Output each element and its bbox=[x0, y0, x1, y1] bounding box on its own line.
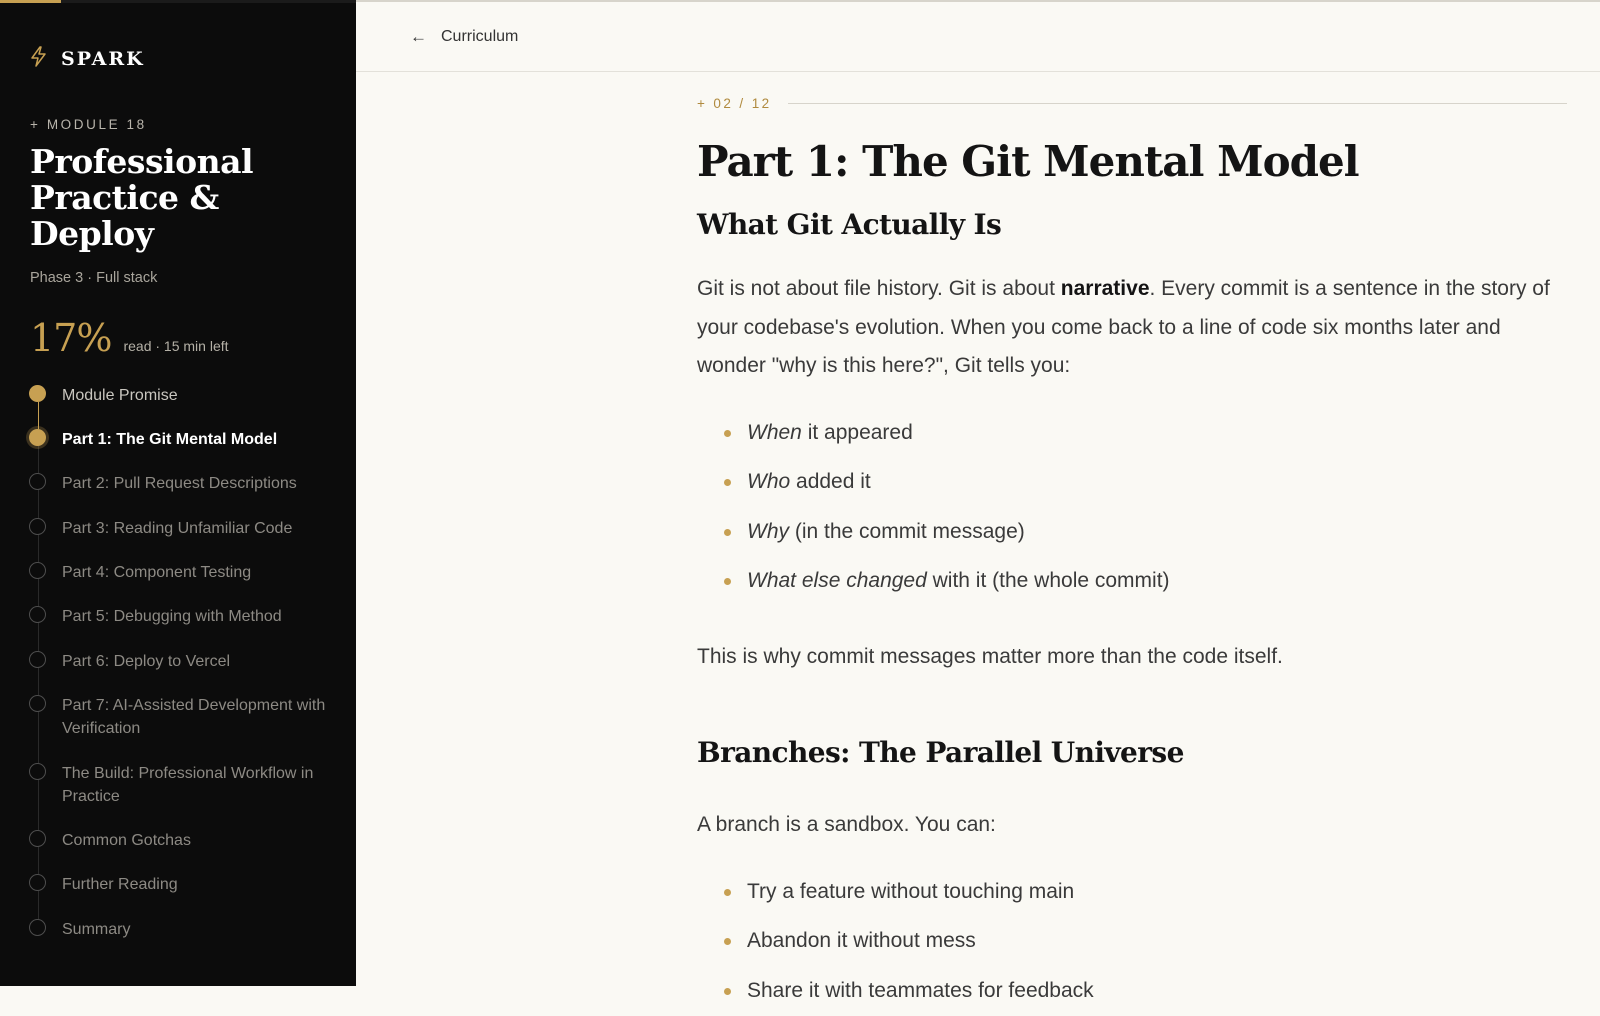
progress-summary bbox=[30, 316, 229, 360]
paragraph-text: . Every commit is a sentence in the story of your codebase's evolution. When you come back to a line of code six months later and wonder "why is this here?", Git tells you: bbox=[697, 277, 1550, 377]
paragraph bbox=[697, 270, 1567, 386]
toc-status-icon bbox=[29, 695, 46, 712]
toc-item-label: Part 3: Reading Unfamiliar Code bbox=[62, 520, 293, 537]
toc-item-label: Part 4: Component Testing bbox=[62, 564, 252, 581]
toc-item[interactable] bbox=[29, 650, 329, 673]
list-item bbox=[724, 507, 1567, 557]
toc-item[interactable] bbox=[29, 873, 329, 896]
list-item bbox=[724, 556, 1567, 606]
list-item-text: (in the commit message) bbox=[789, 519, 1025, 543]
lesson-title: Part 1: The Git Mental Model bbox=[697, 137, 1359, 186]
back-label: Curriculum bbox=[441, 28, 519, 45]
list-item: Abandon it without mess bbox=[724, 916, 1567, 966]
toc-item-label: Part 7: AI-Assisted Development with Verification bbox=[62, 697, 326, 737]
progress-percent: 17% bbox=[30, 316, 112, 360]
toc-item-label: Common Gotchas bbox=[62, 832, 191, 849]
toc-item[interactable] bbox=[29, 472, 329, 495]
list-item bbox=[724, 408, 1567, 458]
back-to-curriculum-link[interactable] bbox=[410, 27, 518, 47]
arrow-left-icon: ← bbox=[410, 27, 427, 46]
toc-item-label: Summary bbox=[62, 921, 131, 938]
toc-item-label: Part 2: Pull Request Descriptions bbox=[62, 475, 297, 492]
top-bar bbox=[356, 0, 1600, 72]
toc-item-label: Module Promise bbox=[62, 387, 178, 404]
italic-text: What else changed bbox=[747, 569, 927, 593]
paragraph: This is why commit messages matter more than the code itself. bbox=[697, 644, 1283, 668]
list-item bbox=[724, 457, 1567, 507]
main-content bbox=[356, 0, 1600, 1003]
toc-item-label: Part 1: The Git Mental Model bbox=[62, 431, 278, 448]
italic-text: When bbox=[747, 420, 802, 444]
bold-text: narrative bbox=[1060, 277, 1150, 300]
brand-name: SPARK bbox=[61, 48, 145, 70]
toc-status-icon bbox=[29, 919, 46, 936]
toc-status-icon bbox=[29, 473, 46, 490]
italic-text: Who bbox=[747, 470, 791, 494]
toc-item-label: Part 5: Debugging with Method bbox=[62, 608, 282, 625]
bullet-list bbox=[724, 867, 1567, 1016]
step-indicator bbox=[697, 95, 1567, 111]
module-label: + MODULE 18 bbox=[30, 117, 147, 132]
italic-text: Why bbox=[747, 519, 789, 543]
toc-item[interactable] bbox=[29, 694, 329, 740]
lesson-article bbox=[697, 95, 1567, 1016]
step-label: + 02 / 12 bbox=[697, 95, 772, 111]
sidebar bbox=[0, 0, 356, 986]
list-item: Share it with teammates for feedback bbox=[724, 966, 1567, 1016]
toc-status-icon bbox=[29, 830, 46, 847]
toc-status-icon bbox=[29, 763, 46, 780]
section-heading: What Git Actually Is bbox=[697, 208, 1002, 241]
module-title: Professional Practice & Deploy bbox=[30, 142, 254, 253]
reading-progress-fill bbox=[0, 0, 61, 3]
toc-item[interactable] bbox=[29, 605, 329, 628]
bullet-list bbox=[724, 408, 1567, 606]
toc-item-label: Further Reading bbox=[62, 876, 178, 893]
toc-status-icon bbox=[29, 385, 46, 402]
section-heading: Branches: The Parallel Universe bbox=[697, 736, 1184, 770]
toc-item[interactable] bbox=[29, 918, 329, 941]
toc-item-label: Part 6: Deploy to Vercel bbox=[62, 653, 231, 670]
toc-item[interactable] bbox=[29, 428, 329, 451]
toc-status-icon bbox=[29, 606, 46, 623]
list-item-text: it appeared bbox=[801, 420, 913, 444]
list-item-text: added it bbox=[790, 470, 871, 494]
toc-item[interactable] bbox=[29, 517, 329, 540]
toc-item-label: The Build: Professional Workflow in Practice bbox=[62, 765, 314, 805]
toc-item[interactable] bbox=[29, 829, 329, 852]
paragraph-text: Git is not about file history. Git is about bbox=[697, 277, 1061, 300]
progress-meta: read · 15 min left bbox=[123, 338, 229, 354]
toc-item[interactable] bbox=[29, 762, 329, 808]
list-item-text: with it (the whole commit) bbox=[926, 569, 1170, 593]
toc-status-icon bbox=[29, 429, 46, 446]
toc-status-icon bbox=[29, 651, 46, 668]
toc-status-icon bbox=[29, 518, 46, 535]
toc-status-icon bbox=[29, 874, 46, 891]
lightning-bolt-icon bbox=[30, 46, 47, 72]
step-divider bbox=[788, 103, 1567, 104]
list-item: Try a feature without touching main bbox=[724, 867, 1567, 917]
reading-progress-bar bbox=[0, 0, 356, 3]
module-subtitle: Phase 3 · Full stack bbox=[30, 270, 158, 286]
paragraph: A branch is a sandbox. You can: bbox=[697, 813, 996, 837]
brand[interactable] bbox=[30, 46, 145, 72]
toc-item[interactable] bbox=[29, 384, 329, 407]
toc-status-icon bbox=[29, 562, 46, 579]
toc-item[interactable] bbox=[29, 561, 329, 584]
